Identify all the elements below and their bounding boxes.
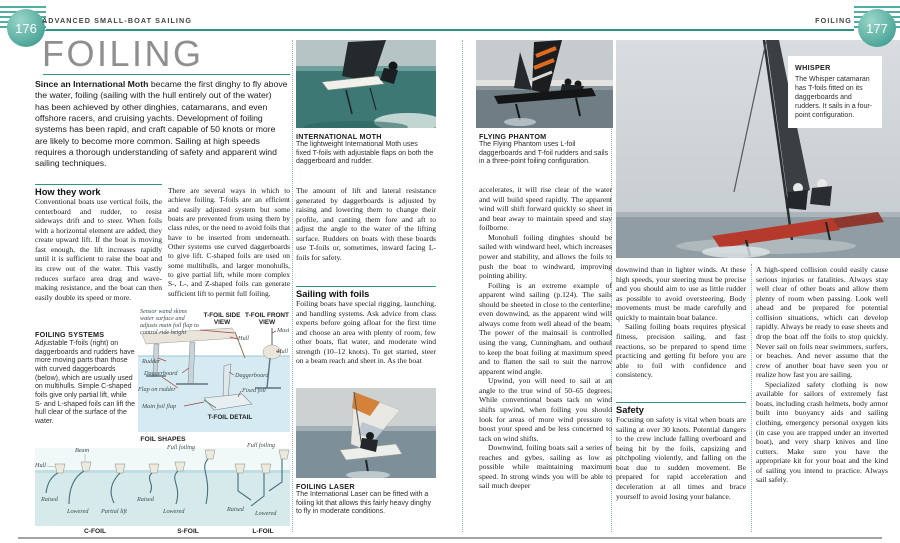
partial-lift-label: Partial lift	[101, 508, 127, 515]
tfoil-side-view-label: T-FOIL SIDE VIEW	[203, 312, 241, 327]
safety-p1: Focusing on safety is vital when boats are sailing at over 30 knots. Potential dangers to the crew include falling overboard and being hit by the foils, capsizing and pitchpoling violently, and falling on the boat due to sudden movement. Be prepared for rapid acceleration and deceleration at all times and brace yourself to avoid losing your balance.	[616, 415, 746, 501]
phantom-caption-title: FLYING PHANTOM	[479, 132, 547, 141]
high-speed-handling-text	[616, 265, 746, 380]
s-full-foiling-label: Full foiling	[167, 444, 196, 451]
hull-label-front: Hull	[277, 348, 289, 355]
moth-caption-body: The lightweight International Moth uses fixed T-foils with adjustable flaps on both the daggerboard and rudder.	[296, 141, 434, 166]
sailing-with-foils-p4: Foiling is an extreme example of apparent wind sailing (p.124). The sails should be sheeted in close to the centerline, even downwind, as the apparent wind will always come from well ahead of the beam. The power of the mainsail is controlled using the vang, Cunningham, and outhaul to keep the boat foiling at maximum speed and to flatten the sail to suit the narrow apparent wind angle.	[479, 280, 612, 376]
phantom-caption-body: The Flying Phantom uses L-foil daggerboards and T-foil rudders and sails in a three-point foiling configuration.	[479, 141, 609, 166]
laser-caption-title: FOILING LASER	[296, 482, 355, 491]
foil-shapes-heading: FOIL SHAPES	[140, 436, 186, 443]
flap-on-rudder-label: Flap on rudder	[138, 386, 176, 393]
title-rule	[43, 74, 290, 75]
sensor-wand-note: Sensor wand skims water surface and adjusts main foil flap to control ride height	[140, 308, 199, 337]
rudder-label: Rudder	[142, 358, 161, 365]
column-separator-3	[751, 264, 752, 532]
daggerboard-detail-label: Daggerboard	[235, 372, 269, 379]
running-header-left: ADVANCED SMALL-BOAT SAILING	[42, 16, 193, 25]
c-lowered-label: Lowered	[67, 508, 89, 515]
section-heading-how-they-work: How they work	[35, 184, 162, 197]
sailing-with-foils-p5: Upwind, you will need to sail at an angle to the true wind of 50–65 degrees. While conventional boats tack on wind shifts upwind, when foiling you should look for areas of more wind pressure to boost your speed and be less concerned to tack on wind shifts.	[479, 376, 612, 443]
section-heading-sailing-with-foils: Sailing with foils	[296, 286, 436, 299]
safety-p3: Specialized safety clothing is now available for sailors of extremely fast boats, including crash helmets, body armor built into buoyancy aids and sailing clothing, emergency personal oxygen kits (in case you are trapped under an inverted boat), and very sharp knives and line cutters. Make sure you have the appropriate kit for your boat and the kind of sailing you intend to practice. Always sail safely.	[756, 379, 888, 485]
foiling-systems-caption-title: FOILING SYSTEMS	[35, 330, 105, 339]
section-heading-safety: Safety	[616, 402, 746, 415]
tfoil-front-view-label: T-FOIL FRONT VIEW	[245, 312, 289, 327]
sailing-with-foils-continued	[479, 185, 612, 491]
l-full-foiling-label: Full foiling	[247, 442, 276, 449]
whisper-caption-box	[788, 56, 882, 128]
how-they-work-text: Conventional boats use vertical foils, the centerboard and rudder, to resist sideways drift and to steer. When foils with a horizontal element are added, they create upward lift. If the boat is moving fast enough, the lift increases rapidly until it is sufficient to raise the boat and its crew out of the water. This vastly reduces surface area drag and wave-making resistance, and the boat can then easily double its speed or more.	[35, 197, 162, 302]
l-lowered-label: Lowered	[255, 510, 277, 517]
column-separator-1	[292, 40, 293, 532]
whisper-caption-body: The Whisper catamaran has T-foils fitted on its daggerboards and rudders. It sails in a four-point configuration.	[795, 76, 873, 120]
sailing-with-foils-p3: Monohull foiling dinghies should be sailed with windward heel, which increases power and stability, and allows the foils to push the boat to windward, improving pointing ability.	[479, 232, 612, 281]
column-separator-2	[462, 40, 463, 532]
sailing-with-foils-p6: Downwind, foiling boats sail a series of reaches and gybes, sailing as low as possible while maintaining maximum speed. In strong winds you will be able to sail much deeper	[479, 443, 612, 491]
page-number-left: 176	[7, 9, 45, 47]
safety-continued-text	[756, 265, 888, 485]
foiling-systems-caption-body: Adjustable T-foils (right) on daggerboards and rudders have more moving parts than those with curved daggerboards (below), which are usually used on multihulls. Simple C-shaped foils give only partial lift, while S- and L-shaped foils can lift the hull clear of the surface of the water.	[35, 340, 136, 426]
tfoil-detail-label: T-FOIL DETAIL	[207, 414, 253, 421]
flying-phantom-photo	[476, 40, 613, 128]
header-rule	[40, 29, 854, 31]
sailing-with-foils-p7: downwind than in lighter winds. At these high speeds, your steering must be precise and you should aim to use as little rudder as possible to avoid oversteering. Body movements must be made carefully and quickly to maintain boat balance.	[616, 265, 746, 322]
c-foil-label: C-FOIL	[84, 528, 106, 535]
foiling-laser-photo	[296, 388, 436, 478]
intro-body: became the first dinghy to fly above the water, foiling (sailing with the hull entirely out of the water) has been achieved by other dinghies, catamarans, and even offshore racers, and cruising yachts. Development of foiling systems has been rapid, and craft capable of 50 knots or more are likely to become more common. Sailing at high speeds requires a thorough understanding of safety and apparent wind sailing techniques.	[35, 79, 288, 169]
safety-p2: A high-speed collision could easily cause serious injuries or fatalities. Always stay well clear of other boats and allow them plenty of room when passing. Look well ahead and be prepared for potential collision situations, which can develop rapidly. Always be ready to ease sheets and drop the boat off the foils to stop quickly. Never sail on foils near swimmers, surfers, or beaches. And never assume that the crew of another boat have seen you or realize how fast you are sailing.	[756, 265, 888, 380]
l-raised-label: Raised	[227, 506, 244, 513]
laser-caption-body: The International Laser can be fitted with a foiling kit that allows this fairly heavy dinghy to fly in moderate conditions.	[296, 491, 432, 516]
hull-label: Hull	[35, 462, 47, 469]
fixed-foil-label: Fixed foil	[242, 387, 266, 394]
sailing-with-foils-p8: Sailing foiling boats requires physical fitness, precision sailing, and fast reactions, so be prepared to spend time practicing and getting fit before you are able to foil with confidence and consistency.	[616, 322, 746, 380]
c-raised-label: Raised	[41, 496, 58, 503]
running-header-right: FOILING	[815, 16, 852, 25]
l-foil-label: L-FOIL	[252, 528, 274, 535]
intro-lead: Since an International Moth	[35, 79, 149, 89]
daggerboard-label: Daggerboard	[144, 370, 178, 377]
page-number-right: 177	[858, 9, 896, 47]
page-title: FOILING	[42, 33, 204, 74]
whisper-caption-title: WHISPER	[795, 63, 831, 72]
mast-label: Mast	[277, 327, 290, 334]
tfoil-diagram	[138, 308, 290, 432]
s-foil-label: S-FOIL	[177, 528, 199, 535]
main-foil-flap-label: Main foil flap	[142, 403, 177, 410]
sailing-with-foils-p1: Foiling boats have special rigging, launching, and handling systems. Ask advice from class experts before going afloat for the first time and choose an area with plenty of room, few other boats, flat water, and moderate wind strength (10–12 knots). To get started, steer on a beam reach and sheet in. As the boat	[296, 299, 436, 366]
foiling-methods-text: There are several ways in which to achieve foiling. T-foils are an efficient and easily adjusted system but some boats are prevented from using them by class rules, or the need to avoid foils that have to be inserted from underneath. Other systems use curved daggerboards to give lift. C-shaped foils are used on some multihulls, and larger monohulls, to give partial lift, while more complex S-, L-, and Z-shaped foils can generate sufficient lift to permit full foiling.	[168, 186, 290, 298]
intro-paragraph	[35, 79, 288, 170]
international-moth-photo	[296, 40, 436, 128]
moth-caption-title: INTERNATIONAL MOTH	[296, 132, 382, 141]
foil-shapes-diagram	[35, 436, 290, 538]
hull-label-side: Hull	[238, 335, 250, 342]
whisper-crew-1	[786, 190, 808, 210]
lift-paragraph: The amount of lift and lateral resistance generated by daggerboards is adjusted by raising and lowering them to change their profile, and canting them fore and aft to adjust the angle to the water of the lifting surface. Rudders on boats with these boards use T-foils or, sometimes, inward facing L-foils for safety.	[296, 186, 436, 262]
sailing-with-foils-p2: accelerates, it will rise clear of the water and will build speed rapidly. The apparent wind will shift forward quickly so sheet in and bear away to maintain speed and stay foilborne.	[479, 185, 612, 233]
foil-shapes-art	[35, 436, 290, 538]
whisper-crew-2	[810, 186, 832, 206]
s-lowered-label: Lowered	[163, 508, 185, 515]
beam-label: Beam	[75, 447, 90, 454]
s-raised-label: Raised	[137, 496, 154, 503]
